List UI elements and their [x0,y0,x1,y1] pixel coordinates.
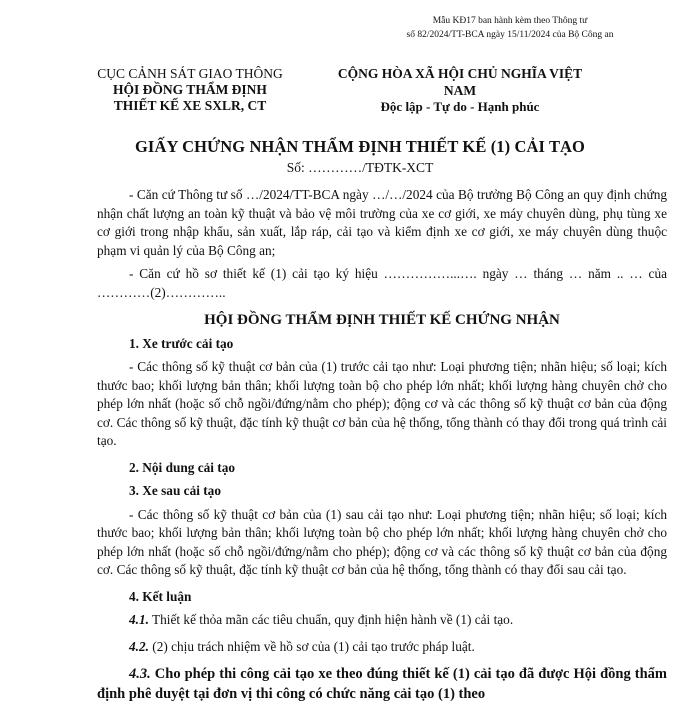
country-name-line-1: CỘNG HÒA XÃ HỘI CHỦ NGHĨA VIỆT [337,66,583,81]
national-motto: Độc lập - Tự do - Hạnh phúc [380,99,540,114]
document-body [97,186,667,704]
legal-basis-1: - Căn cứ Thông tư số …/2024/TT-BCA ngày …/…/2024 của Bộ trưởng Bộ Công an quy định chứng nhận chất lượng an toàn kỹ thuật và bảo vệ môi trường của xe cơ giới, xe máy chuyên dùng, phụ tùng xe cơ giới trong nhập khẩu, sản xuất, lắp ráp, cải tạo và kiểm định xe cơ giới, xe máy chuyên dùng thuộc phạm vi quản lý của Bộ Công an; [97,187,667,258]
conclusion-4-1 [97,611,667,630]
form-reference-note [330,14,690,42]
section-4-title: 4. Kết luận [129,588,192,604]
conclusion-4-2 [97,638,667,657]
agency-name: CỤC CẢNH SÁT GIAO THÔNG [97,66,283,81]
form-reference-line-1: Mẫu KĐ17 ban hành kèm theo Thông tư [432,16,588,26]
conclusion-4-2-number: 4.2. [129,638,149,654]
conclusion-4-3-number: 4.3. [129,666,151,682]
conclusion-4-1-number: 4.1. [129,612,149,627]
section-2-title: 2. Nội dung cải tạo [129,459,236,475]
council-name-line-1: HỘI ĐỒNG THẨM ĐỊNH [113,82,267,97]
legal-basis-2: - Căn cứ hồ sơ thiết kế (1) cải tạo ký hiệu ……………...…. ngày … tháng … năm .. … của …………(2)………….. [97,266,667,300]
council-name-line-2: THIẾT KẾ XE SXLR, CT [113,98,267,113]
document-number: Số: …………/TĐTK-XCT [286,160,434,175]
council-heading: HỘI ĐỒNG THẨM ĐỊNH THIẾT KẾ CHỨNG NHẬN [204,312,560,328]
section-1-title: 1. Xe trước cải tạo [129,335,234,351]
section-1-body: - Các thông số kỹ thuật cơ bản của (1) trước cải tạo như: Loại phương tiện; nhãn hiệu; số loại; kích thước bao; khối lượng bản thân; khối lượng toàn bộ cho phép lớn nhất; khối lượng hàng chuyên chở cho phép lớn nhất (hoặc số chỗ ngồi/đứng/nằm cho phép); động cơ và các thông số kỹ thuật cơ bản của động cơ. Các thông số kỹ thuật, đặc tính kỹ thuật cơ bản của hệ thống, tổng thành có thay đổi trong quá trình cải tạo. [97,359,667,448]
country-name-line-2: NAM [443,82,477,98]
conclusion-4-2-text: (2) chịu trách nhiệm về hồ sơ của (1) cải tạo trước pháp luật. [148,638,475,654]
national-header [310,66,610,116]
conclusion-4-3-text: Cho phép thi công cải tạo xe theo đúng thiết kế (1) cải tạo đã được Hội đồng thẩm định phê duyệt tại đơn vị thi công có chức năng cải tạo (1) theo [97,666,667,702]
issuing-agency-header [70,66,310,114]
section-3-title: 3. Xe sau cải tạo [129,483,221,498]
document-title: GIẤY CHỨNG NHẬN THẨM ĐỊNH THIẾT KẾ (1) CẢI TẠO [135,137,585,156]
conclusion-4-1-text: Thiết kế thỏa mãn các tiêu chuẩn, quy định hiện hành về (1) cải tạo. [148,612,514,627]
section-3-body: - Các thông số kỹ thuật cơ bản của (1) sau cải tạo như: Loại phương tiện; nhãn hiệu; số loại; kích thước bao; khối lượng bản thân; khối lượng toàn bộ cho phép lớn nhất; khối lượng hàng chuyên chở cho phép lớn nhất (hoặc số chỗ ngồi/đứng/nằm cho phép); động cơ và các thông số kỹ thuật cơ bản của động cơ. Các thông số kỹ thuật, đặc tính kỹ thuật cơ bản của hệ thống, tổng thành có thay đổi sau cải tạo. [97,506,667,577]
form-reference-line-2: số 82/2024/TT-BCA ngày 15/11/2024 của Bộ Công an [406,30,614,40]
conclusion-4-3 [97,665,667,704]
